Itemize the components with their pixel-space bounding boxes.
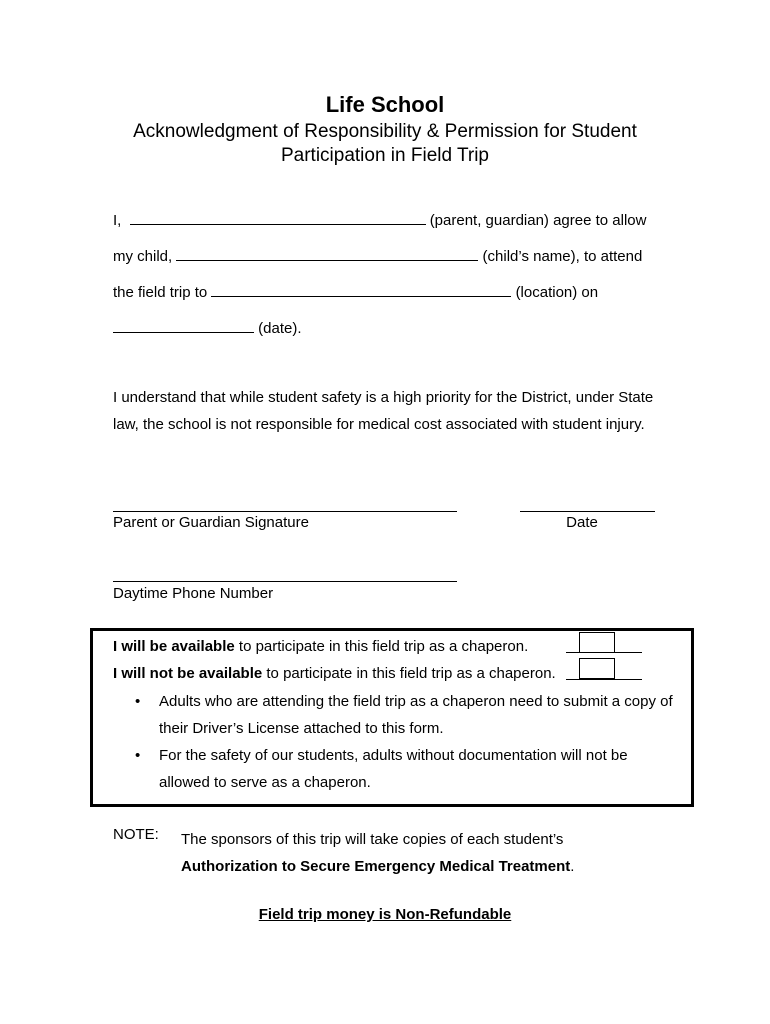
note-text: [181, 826, 661, 880]
parent-signature-label: Parent or Guardian Signature: [113, 514, 309, 531]
not-available-checkbox[interactable]: [579, 658, 615, 679]
phone-number-label: Daytime Phone Number: [113, 585, 274, 602]
chaperon-requirements-list: [113, 688, 673, 796]
child-name-suffix: (child’s name), to attend: [482, 248, 643, 265]
note-end: .: [570, 858, 575, 875]
signature-date-field[interactable]: [520, 511, 655, 512]
signature-date-label: Date: [566, 514, 598, 531]
chaperon-not-available-line: [113, 665, 556, 682]
form-title-line1: Acknowledgment of Responsibility & Permission for Student: [133, 121, 637, 142]
parent-name-field[interactable]: [130, 210, 426, 225]
note-line2: [181, 853, 661, 880]
note-line1: The sponsors of this trip will take copies of each student’s: [181, 831, 564, 848]
location-prefix: the field trip to: [113, 284, 208, 301]
location-line: [113, 282, 598, 301]
chaperon-available-line: [113, 638, 528, 655]
trip-date-field[interactable]: [113, 318, 254, 333]
list-item: [113, 742, 673, 796]
date-suffix: (date).: [258, 320, 302, 337]
location-suffix: (location) on: [515, 284, 599, 301]
note-bold-text: Authorization to Secure Emergency Medical Treatment: [181, 858, 571, 875]
parent-name-suffix: (parent, guardian) agree to allow: [429, 212, 647, 229]
bullet-icon: •: [135, 693, 141, 710]
available-checkbox[interactable]: [579, 632, 615, 653]
available-bold: I will be available: [113, 638, 235, 655]
bullet-text: For the safety of our students, adults without documentation will not be allowed to serve as a chaperon.: [159, 747, 628, 791]
bullet-text: Adults who are attending the field trip as a chaperon need to submit a copy of their Driver’s License attached to this form.: [159, 693, 673, 737]
form-title-line2: Participation in Field Trip: [280, 145, 490, 166]
not-available-bold: I will not be available: [113, 665, 263, 682]
available-check-underline: [566, 652, 642, 653]
list-item: [113, 688, 673, 742]
phone-number-field[interactable]: [113, 581, 457, 582]
not-available-check-underline: [566, 679, 642, 680]
not-available-text: to participate in this field trip as a chaperon.: [262, 665, 556, 682]
parent-signature-field[interactable]: [113, 511, 457, 512]
child-name-line: [113, 246, 642, 265]
form-title: [60, 120, 710, 168]
date-line: [113, 318, 302, 337]
non-refundable-notice: Field trip money is Non-Refundable: [258, 906, 512, 923]
responsibility-paragraph: I understand that while student safety is a high priority for the District, under State law, the school is not responsible for medical cost associated with student injury.: [113, 389, 654, 433]
child-name-prefix: my child,: [113, 248, 173, 265]
available-text: to participate in this field trip as a chaperon.: [234, 638, 529, 655]
parent-name-line: [113, 210, 646, 229]
note-label: NOTE:: [113, 826, 159, 843]
school-name: Life School: [325, 92, 445, 117]
parent-name-prefix: I,: [113, 212, 122, 229]
location-field[interactable]: [211, 282, 511, 297]
bullet-icon: •: [135, 747, 141, 764]
child-name-field[interactable]: [176, 246, 478, 261]
